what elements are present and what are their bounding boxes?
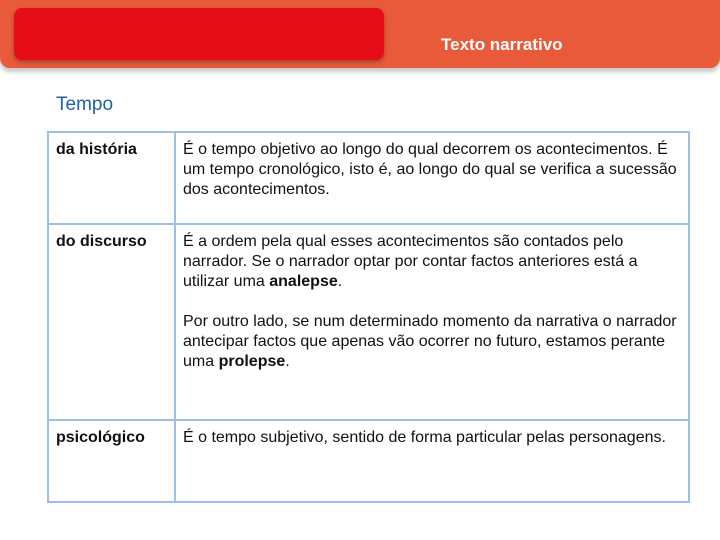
table-row	[48, 420, 689, 502]
table-row	[48, 224, 689, 420]
section-title: Tempo	[56, 94, 114, 115]
definition-cell	[175, 224, 689, 420]
definition-paragraph	[183, 312, 681, 372]
term-cell: psicológico	[48, 420, 175, 502]
definition-paragraph: É o tempo subjetivo, sentido de forma particular pelas personagens.	[183, 429, 666, 446]
paragraph-text-end: .	[337, 273, 343, 290]
definition-paragraph: É o tempo objetivo ao longo do qual decorrem os acontecimentos. É um tempo cronológico, isto é, ao longo do qual se verifica a sucessão dos acontecimentos.	[183, 141, 677, 198]
header-bar	[0, 0, 720, 68]
keyword-analepse: analepse	[269, 273, 338, 290]
term-cell: da história	[48, 132, 175, 224]
paragraph-text: É a ordem pela qual esses acontecimentos são contados pelo narrador. Se o narrador optar por contar factos anteriores está a utilizar uma	[183, 233, 638, 290]
definition-paragraph	[183, 232, 681, 292]
term-cell: do discurso	[48, 224, 175, 420]
keyword-prolepse: prolepse	[218, 353, 286, 370]
paragraph-text-end: .	[285, 353, 290, 370]
tempo-table	[47, 131, 690, 503]
header-title-box	[14, 8, 384, 60]
paragraph-text: Por outro lado, se num determinado momento da narrativa o narrador antecipar factos que apenas vão ocorrer no futuro, estamos perante uma	[183, 313, 677, 370]
definition-cell	[175, 132, 689, 224]
table-row	[48, 132, 689, 224]
header-title: Texto narrativo	[441, 35, 563, 54]
definition-cell	[175, 420, 689, 502]
